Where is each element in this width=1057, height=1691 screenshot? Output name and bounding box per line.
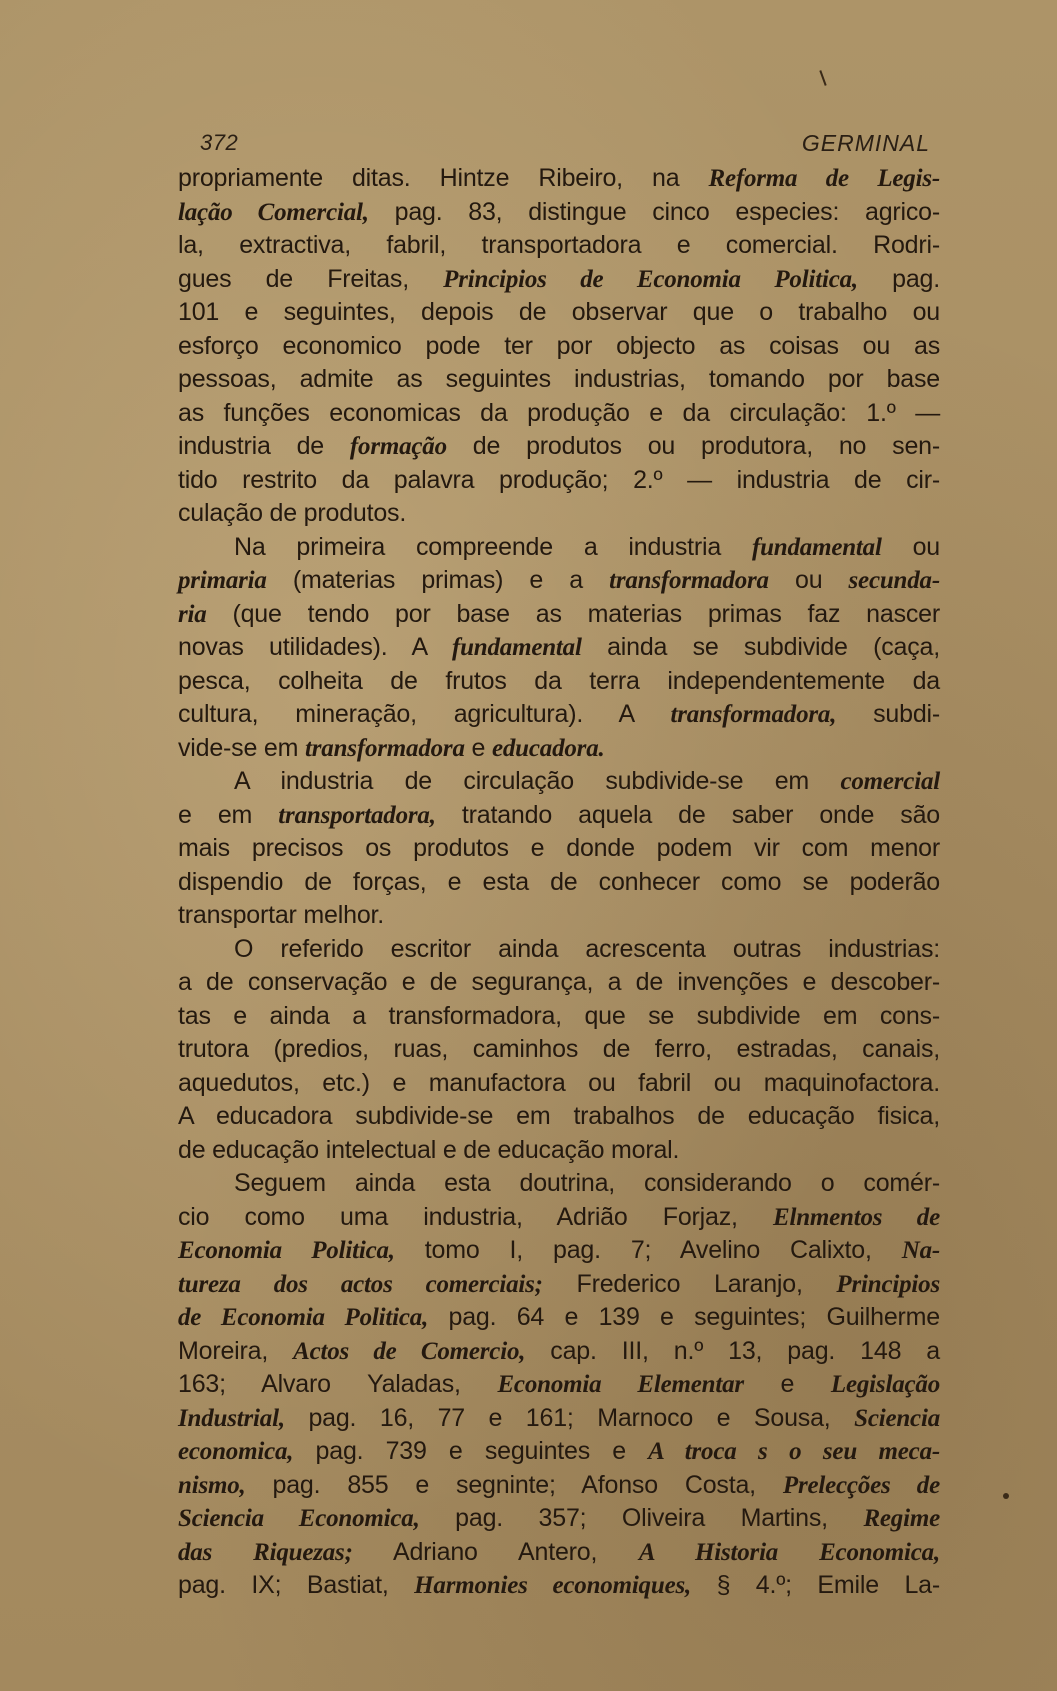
text-line [178,631,940,665]
text-segment: la, extractiva, fabril, transportadora e comercial. Rodri- [178,231,940,259]
italic-text: A Historia Economica, [638,1538,940,1566]
ink-spot [1003,1493,1009,1499]
text-segment: A industria de circulação subdivide-se em [234,767,841,795]
text-segment: e em [178,800,279,829]
italic-text: economica, [178,1438,294,1465]
text-line [178,296,940,330]
text-line [178,162,940,196]
italic-text: de Economia Politica, [178,1304,429,1331]
text-segment: as funções economicas da produção e da circulação: 1.º — [178,398,940,427]
text-line [178,196,940,230]
text-segment: 101 e seguintes, depois de observar que o trabalho ou [178,298,940,326]
italic-text: Regime [863,1505,940,1532]
italic-text: Sciencia Economica, [178,1505,420,1532]
italic-text: Elnmentos de [772,1203,940,1231]
italic-text: tureza dos actos comerciais; [178,1270,543,1298]
text-segment: e [743,1370,831,1398]
italic-text: lação Comercial, [178,198,369,226]
text-segment: pag. [857,264,940,293]
text-segment: novas utilidades). A [178,633,452,661]
text-segment: de educação intelectual e de educação moral. [178,1135,680,1164]
italic-text: Industrial, [178,1404,285,1432]
text-line [178,665,940,699]
text-line [178,1335,940,1369]
italic-text: Reforma de Legis- [708,165,940,192]
text-segment: pessoas, admite as seguintes industrias, tomando por base [178,365,940,393]
text-segment: a de conservação e de segurança, a de invenções e descober- [178,968,940,996]
text-segment: pag. 64 e 139 e seguintes; Guilherme [428,1303,940,1331]
italic-text: Legislação [830,1371,940,1398]
italic-text: Harmonies economiques, [414,1572,692,1599]
running-title: GERMINAL [801,130,930,156]
text-line [178,330,940,364]
text-segment: Adriano Antero, [352,1537,639,1566]
italic-text: Na- [901,1237,940,1264]
text-line [178,765,940,799]
text-segment: ainda se subdivide (caça, [581,633,940,661]
text-segment: pag. 83, distingue cinco especies: agrico- [368,197,941,226]
text-segment: Frederico Laranjo, [542,1269,837,1298]
text-segment: tomo I, pag. 7; Avelino Calixto, [394,1236,902,1264]
text-line [178,497,940,531]
italic-text: Economia Elementar [497,1371,744,1398]
italic-text: Principios de Economia Politica, [443,265,858,293]
text-line [178,1368,940,1402]
italic-text: Principios [836,1270,940,1298]
text-segment: aquedutos, etc.) e manufactora ou fabril ou maquinofactora. [178,1068,940,1097]
text-line [178,1435,940,1469]
italic-text: fundamental [751,533,882,561]
text-line [178,263,940,297]
text-line [178,397,940,431]
text-segment: cap. III, n.º 13, pag. 148 a [525,1336,940,1365]
text-segment: O referido escritor ainda acrescenta outras industrias: [234,934,940,963]
text-line [178,564,940,598]
text-segment: pag. 16, 77 e 161; Marnoco e Sousa, [284,1403,855,1432]
italic-text: ria [178,600,207,628]
text-line [178,1134,940,1168]
text-line [178,1167,940,1201]
text-segment: esforço economico pode ter por objecto as coisas ou as [178,331,940,360]
text-segment: ou [881,532,941,561]
text-line [178,531,940,565]
text-line [178,1268,940,1302]
text-line [178,1502,940,1536]
italic-text: Actos de Comercio, [293,1337,526,1365]
text-line [178,866,940,900]
italic-text: das Riquezas; [178,1538,353,1566]
text-line [178,799,940,833]
text-segment: pag. 739 e seguintes e [293,1437,649,1465]
text-line [178,229,940,263]
text-line [178,1536,940,1570]
text-segment: transportar melhor. [178,901,385,929]
text-segment: vide-se em [178,733,306,762]
text-line [178,1234,940,1268]
italic-text: transformadora [609,567,769,594]
text-line [178,732,940,766]
text-segment: culação de produtos. [178,499,407,527]
text-line [178,1033,940,1067]
stray-mark [819,70,826,86]
text-segment: mais precisos os produtos e donde podem vir com menor [178,834,940,862]
text-segment: pesca, colheita de frutos da terra independentemente da [178,666,940,695]
italic-text: Prelecções de [782,1471,940,1499]
text-segment: trutora (predios, ruas, caminhos de ferro, estradas, canais, [178,1035,940,1063]
text-line [178,1100,940,1134]
text-segment: propriamente ditas. Hintze Ribeiro, na [178,164,709,192]
text-segment: tido restrito da palavra produção; 2.º — industria de cir- [178,465,940,494]
text-segment: Seguem ainda esta doutrina, considerando o comér- [234,1169,940,1197]
italic-text: transformadora [305,734,465,762]
text-segment: tas e ainda a transformadora, que se subdivide em cons- [178,1001,940,1030]
text-line [178,899,940,933]
text-line [178,832,940,866]
text-line [178,698,940,732]
text-segment: § 4.º; Emile La- [691,1571,940,1599]
text-segment: (que tendo por base as materias primas faz nascer [206,599,940,628]
text-segment: gues de Freitas, [178,264,444,293]
text-line [178,966,940,1000]
text-segment: Na primeira compreende a industria [234,532,752,561]
text-segment: pag. 855 e segninte; Afonso Costa, [245,1470,783,1499]
text-segment: industria de [178,432,350,460]
italic-text: Economia Politica, [178,1237,395,1264]
text-segment: ou [768,566,849,594]
text-line [178,1067,940,1101]
text-line [178,933,940,967]
italic-text: educadora. [491,734,605,762]
text-line [178,1000,940,1034]
text-line [178,363,940,397]
italic-text: A troca s o seu meca- [648,1438,940,1465]
italic-text: Sciencia [854,1404,940,1432]
text-segment: de produtos ou produtora, no sen- [446,432,940,460]
text-line [178,1402,940,1436]
text-line [178,598,940,632]
italic-text: primaria [178,567,267,594]
text-segment: 163; Alvaro Yaladas, [178,1370,498,1398]
italic-text: secunda- [848,567,940,594]
text-line [178,464,940,498]
text-line [178,1201,940,1235]
italic-text: transportadora, [278,801,436,829]
body-text [178,162,940,1603]
text-line [178,430,940,464]
page-header [200,130,930,166]
text-line [178,1569,940,1603]
text-segment: cultura, mineração, agricultura). A [178,700,671,728]
italic-text: fundamental [451,634,582,661]
text-segment: dispendio de forças, e esta de conhecer como se poderão [178,867,940,896]
page-number: 372 [200,130,239,155]
italic-text: nismo, [178,1471,246,1499]
text-segment: pag. IX; Bastiat, [178,1571,415,1599]
text-line [178,1469,940,1503]
text-segment: Moreira, [178,1336,294,1365]
text-segment: cio como uma industria, Adrião Forjaz, [178,1202,773,1231]
text-segment: pag. 357; Oliveira Martins, [419,1504,864,1532]
text-segment: e [464,733,492,762]
text-segment: subdi- [836,700,940,728]
text-segment: (materias primas) e a [266,566,610,594]
italic-text: transformadora, [670,701,837,728]
text-segment: A educadora subdivide-se em trabalhos de educação fisica, [178,1102,940,1130]
text-line [178,1301,940,1335]
italic-text: comercial [840,768,940,795]
text-segment: tratando aquela de saber onde são [435,800,941,829]
italic-text: formação [349,433,447,460]
